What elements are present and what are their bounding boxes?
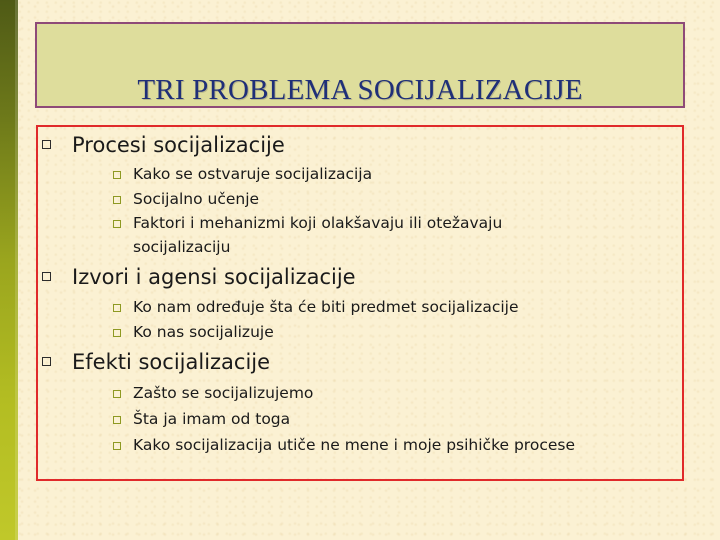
side-accent-bar [0,0,18,540]
list-item-text: Faktori i mehanizmi koji olakšavaju ili otežavaju [133,214,503,232]
list-item-text: Socijalno učenje [133,190,260,208]
title-box [35,22,685,108]
list-item-text: Kako se ostvaruje socijalizacija [133,165,373,183]
list-item-text: Ko nam određuje šta će biti predmet socijalizacije [133,298,519,316]
list-item-text: Ko nas socijalizuje [133,323,274,341]
square-bullet-icon [113,220,121,228]
section-heading: Procesi socijalizacije [72,133,285,157]
square-bullet-icon [113,390,121,398]
square-bullet-icon [42,272,51,281]
list-item-text-continued: socijalizaciju [133,238,231,256]
list-item-text: Kako socijalizacija utiče ne mene i moje psihičke procese [133,436,575,454]
slide-title: TRI PROBLEMA SOCIJALIZACIJE [137,74,583,106]
square-bullet-icon [113,304,121,312]
section-heading: Efekti socijalizacije [72,350,271,374]
side-bar-highlight [15,0,18,540]
square-bullet-icon [113,416,121,424]
square-bullet-icon [113,442,121,450]
section-heading: Izvori i agensi socijalizacije [72,265,356,289]
list-item-text: Zašto se socijalizujemo [133,384,314,402]
square-bullet-icon [113,196,121,204]
square-bullet-icon [42,140,51,149]
square-bullet-icon [113,171,121,179]
square-bullet-icon [42,357,51,366]
square-bullet-icon [113,329,121,337]
list-item-text: Šta ja imam od toga [133,410,291,428]
